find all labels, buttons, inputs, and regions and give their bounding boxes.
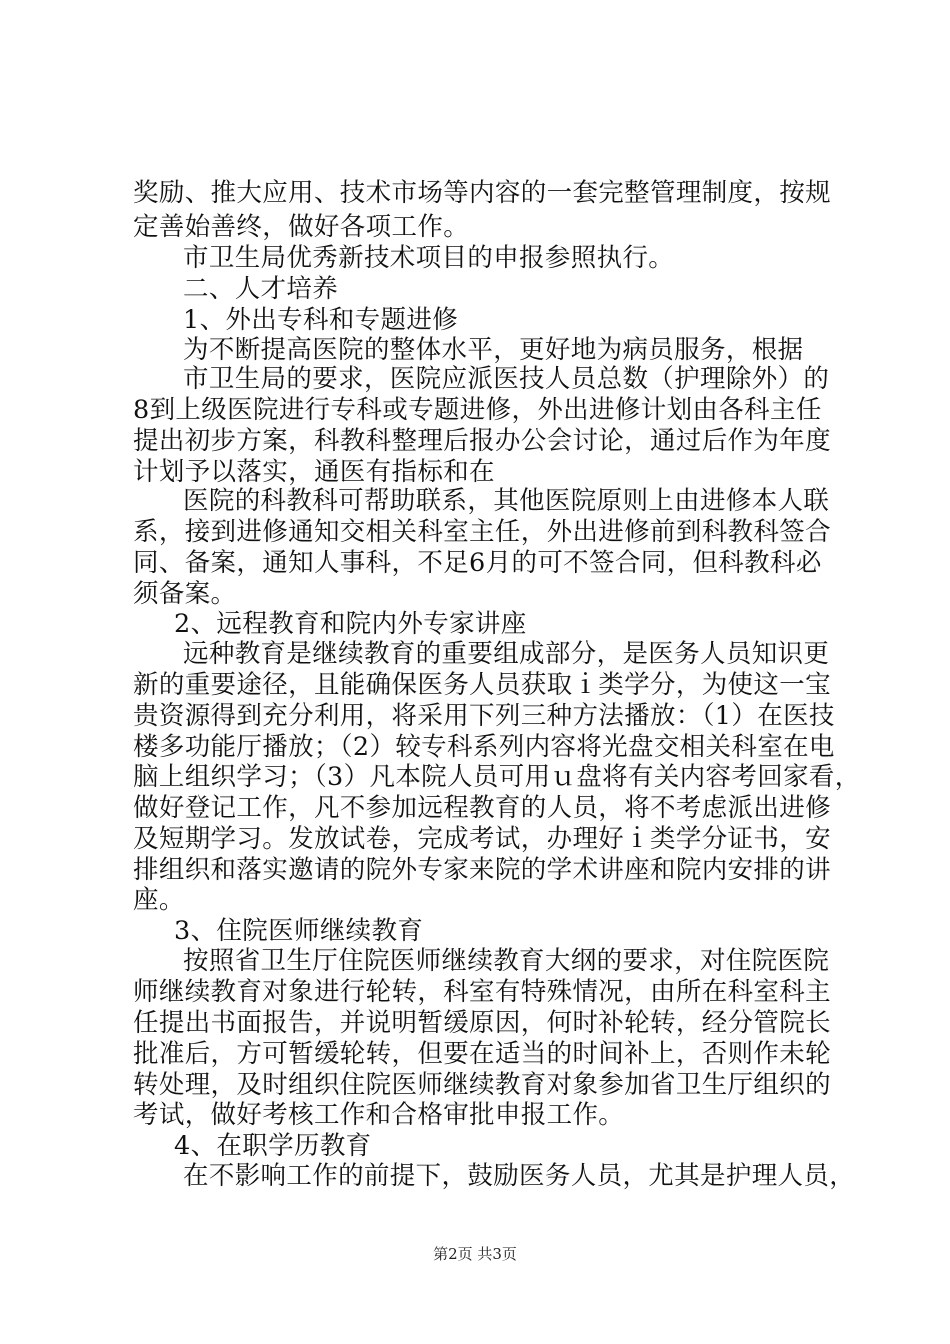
text-line: 在不影响工作的前提下，鼓励医务人员，尤其是护理人员， <box>183 1161 856 1191</box>
text-line: 贵资源得到充分利用，将采用下列三种方法播放：（1）在医技 <box>133 701 835 731</box>
subsection-heading: 3、住院医师继续教育 <box>174 916 424 946</box>
text-line: 考试，做好考核工作和合格审批申报工作。 <box>133 1100 625 1130</box>
page-footer: 第2页 共3页 <box>433 1245 517 1263</box>
text-line: 8到上级医院进行专科或专题进修，外出进修计划由各科主任 <box>133 395 822 425</box>
text-line: 师继续教育对象进行轮转，科室有特殊情况，由所在科室科主 <box>133 977 831 1007</box>
text-line: 脑上组织学习；（3）凡本院人员可用ｕ盘将有关内容考回家看， <box>133 762 861 792</box>
text-line: 须备案。 <box>133 579 237 609</box>
text-line: 转处理，及时组织住院医师继续教育对象参加省卫生厅组织的 <box>133 1070 831 1100</box>
subsection-heading: 1、外出专科和专题进修 <box>183 305 459 335</box>
text-line: 提出初步方案，科教科整理后报办公会讨论，通过后作为年度 <box>133 426 831 456</box>
subsection-heading: 4、在职学历教育 <box>174 1131 372 1161</box>
text-line: 市卫生局的要求，医院应派医技人员总数（护理除外）的 <box>183 364 830 394</box>
text-line: 系，接到进修通知交相关科室主任，外出进修前到科教科签合 <box>133 517 831 547</box>
text-line: 计划予以落实，通医有指标和在 <box>133 457 495 487</box>
text-line: 按照省卫生厅住院医师继续教育大纲的要求，对住院医院 <box>183 946 830 976</box>
text-line: 同、备案，通知人事科，不足6月的可不签合同，但科教科必 <box>133 548 822 578</box>
text-line: 座。 <box>133 885 185 915</box>
text-line: 楼多功能厅播放；（2）较专科系列内容将光盘交相关科室在电 <box>133 732 835 762</box>
text-line: 市卫生局优秀新技术项目的申报参照执行。 <box>183 243 675 273</box>
text-line: 定善始善终，做好各项工作。 <box>133 212 470 242</box>
text-line: 为不断提高医院的整体水平，更好地为病员服务，根据 <box>183 335 804 365</box>
text-line: 新的重要途径，且能确保医务人员获取ｉ类学分，为使这一宝 <box>133 670 831 700</box>
text-line: 及短期学习。发放试卷，完成考试，办理好ｉ类学分证书，安 <box>133 824 831 854</box>
text-line: 医院的科教科可帮助联系，其他医院原则上由进修本人联 <box>183 486 830 516</box>
text-line: 批准后，方可暂缓轮转，但要在适当的时间补上，否则作未轮 <box>133 1039 831 1069</box>
section-heading: 二、人才培养 <box>183 274 339 304</box>
subsection-heading: 2、远程教育和院内外专家讲座 <box>174 609 527 639</box>
text-line: 奖励、推大应用、技术市场等内容的一套完整管理制度，按规 <box>133 178 831 208</box>
text-line: 做好登记工作，凡不参加远程教育的人员，将不考虑派出进修 <box>133 793 831 823</box>
text-line: 排组织和落实邀请的院外专家来院的学术讲座和院内安排的讲 <box>133 855 831 885</box>
text-line: 任提出书面报告，并说明暂缓原因，何时补轮转，经分管院长 <box>133 1008 831 1038</box>
text-line: 远种教育是继续教育的重要组成部分，是医务人员知识更 <box>183 639 830 669</box>
